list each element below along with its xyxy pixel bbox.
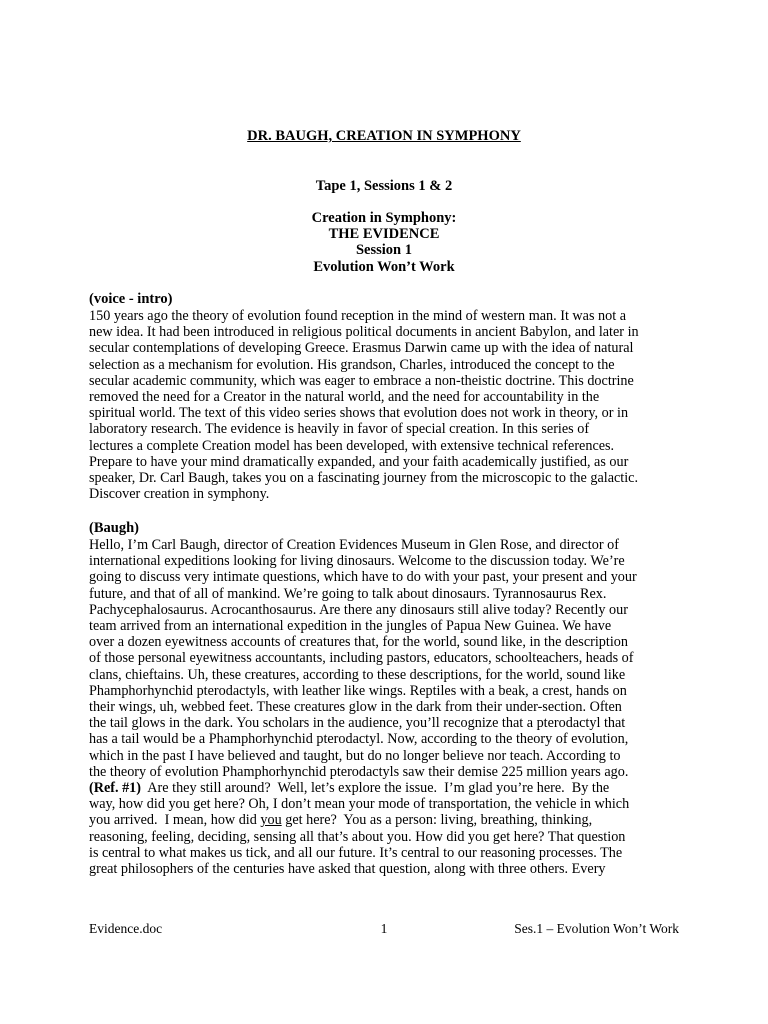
voice-intro-paragraph — [89, 308, 679, 502]
text-line: over a dozen eyewitness accounts of creatures that, for the world, sound like, in the description — [89, 634, 628, 651]
footer-filename: Evidence.doc — [89, 921, 163, 936]
text-line: going to discuss very intimate questions, which have to do with your past, your present and your — [89, 569, 637, 586]
text-line: 150 years ago the theory of evolution found reception in the mind of western man. It was not a — [89, 308, 627, 324]
baugh-paragraph — [89, 537, 679, 877]
text-line: the theory of evolution Phamphorhynchid pterodactyls saw their demise 225 million years ago. — [89, 763, 629, 780]
text-line: way, how did you get here? Oh, I don’t mean your mode of transportation, the vehicle in which — [89, 796, 630, 813]
tape-heading: Tape 1, Sessions 1 & 2 — [315, 178, 453, 194]
text-line: lectures a complete Creation model has been developed, with extensive technical references. — [89, 437, 615, 454]
text-line: is central to what makes us tick, and all our future. It’s central to our reasoning processes. The — [89, 844, 623, 861]
footer-section-title: Ses.1 – Evolution Won’t Work — [514, 921, 679, 936]
text-line: which in the past I have believed and taught, but do no longer believe nor teach. According to — [89, 747, 621, 764]
series-subtitle: THE EVIDENCE — [328, 226, 440, 243]
you-line-pre: you arrived. I mean, how did — [89, 812, 261, 829]
session-title: Evolution Won’t Work — [313, 258, 455, 275]
text-line: selection as a mechanism for evolution. His grandson, Charles, introduced the concept to the — [89, 356, 615, 373]
text-line: Phamphorhynchid pterodactyls, with leather like wings. Reptiles with a beak, a crest, hands on — [89, 682, 627, 699]
voice-intro-label: (voice - intro) — [89, 291, 173, 307]
baugh-label: (Baugh) — [89, 520, 139, 536]
session-heading-block — [0, 210, 768, 275]
text-line: international expeditions looking for living dinosaurs. Welcome to the discussion today. We’re — [89, 553, 625, 570]
text-line: speaker, Dr. Carl Baugh, takes you on a fascinating journey from the microscopic to the galactic. — [89, 470, 639, 487]
text-line: Hello, I’m Carl Baugh, director of Creation Evidences Museum in Glen Rose, and director of — [89, 537, 619, 553]
text-line: removed the need for a Creator in the natural world, and the need for accountability in the — [89, 389, 600, 406]
text-line: great philosophers of the centuries have asked that question, along with three others. Every — [89, 861, 606, 878]
text-line: Prepare to have your mind dramatically expanded, and your faith academically justified, as our — [89, 453, 629, 470]
text-line: clans, chieftains. Uh, these creatures, according to these descriptions, for the world, sound like — [89, 666, 626, 683]
ref-line — [89, 780, 679, 796]
text-line: of those personal eyewitness accountants, including pastors, educators, schoolteachers, heads of — [89, 650, 634, 667]
text-line: team arrived from an international expedition in the jungles of Papua New Guinea. We have — [89, 618, 612, 635]
series-title: Creation in Symphony: — [311, 210, 457, 226]
underlined-you: you — [260, 812, 282, 829]
footer-page-number: 1 — [380, 921, 388, 936]
text-line: future, and that of all of mankind. We’re going to talk about dinosaurs. Tyrannosaurus Rex. — [89, 585, 607, 602]
text-line: secular contemplations of developing Greece. Erasmus Darwin came up with the idea of natural — [89, 340, 634, 357]
page-footer — [89, 921, 679, 939]
text-line: spiritual world. The text of this video series shows that evolution does not work in theory, or in — [89, 405, 629, 422]
text-line: new idea. It had been introduced in religious political documents in ancient Babylon, and later in — [89, 324, 639, 341]
reference-marker: (Ref. #1) — [89, 780, 141, 797]
text-line: secular academic community, which was eager to embrace a non-theistic doctrine. This doctrine — [89, 372, 634, 389]
you-line — [89, 812, 679, 828]
text-line: the tail glows in the dark. You scholars in the audience, you’ll recognize that a pterodactyl that — [89, 715, 626, 732]
text-line: reasoning, feeling, deciding, sensing all that’s about you. How did you get here? That question — [89, 828, 626, 845]
you-line-post: get here? You as a person: living, breathing, thinking, — [281, 812, 593, 829]
document-title: DR. BAUGH, CREATION IN SYMPHONY — [247, 128, 521, 144]
session-number: Session 1 — [355, 242, 412, 259]
text-line: Discover creation in symphony. — [89, 486, 270, 503]
text-line: their wings, uh, webbed feet. These creatures glow in the dark from their under-section. Often — [89, 699, 622, 716]
ref-line-text: Are they still around? Well, let’s explore the issue. I’m glad you’re here. By the — [141, 780, 610, 797]
text-line: has a tail would be a Phamphorhynchid pterodactyl. Now, according to the theory of evolution, — [89, 731, 629, 748]
text-line: laboratory research. The evidence is heavily in favor of special creation. In this series of — [89, 421, 590, 438]
text-line: Pachycephalosaurus. Acrocanthosaurus. Are there any dinosaurs still alive today? Recently our — [89, 601, 628, 618]
